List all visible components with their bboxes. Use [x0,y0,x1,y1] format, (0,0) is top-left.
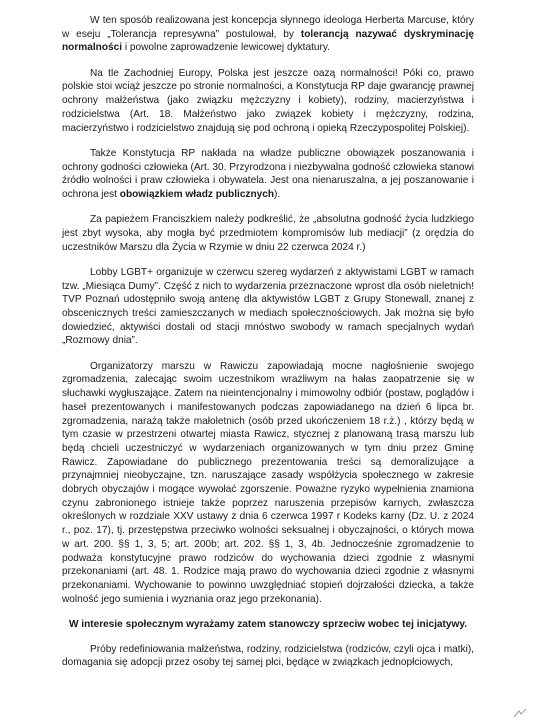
paragraph-3-text-1: Także Konstytucja RP nakłada na władze publiczne obowiązek poszanowania i ochrony godności człowieka (Art. 30. Przyrodzona i niezbywalna godność człowieka stanowi źródło wolności i praw człowieka i obywatela. Jest ona nienaruszalna, a jej poszanowanie i ochrona jest [62,147,474,200]
paragraph-1-text-1: W ten sposób realizowana jest koncepcja słynnego ideologa Herberta Marcuse, który w eseju „Tolerancja represywna” postulował, by [62,15,474,40]
paragraph-3-text-2: ). [274,188,281,200]
paragraph-1-emphasis: tolerancją nazywać dyskryminację normalności [62,28,475,54]
centered-statement-text: W interesie społecznym wyrażamy zatem stanowczy sprzeciw wobec tej inicjatywy. [68,618,468,630]
scan-corner-mark-icon [513,708,527,718]
paragraph-1-text-2: i powolne zaprowadzenie lewicowej dyktatury. [122,42,330,54]
paragraph-3 [62,147,474,202]
paragraph-1 [62,14,474,55]
paragraph-4-text: Za papieżem Franciszkiem należy podkreślić, że „absolutna godność życia ludzkiego jest zbyt wysoka, aby mogła być przedmiotem kompromisów lub mediacji” (z orędzia do uczestników Marszu dla Życia w Rzymie w dniu 22 czerwca 2024 r.) [62,214,474,253]
paragraph-8 [62,643,474,670]
paragraph-3-emphasis: obowiązkiem władz publicznych [119,188,275,200]
paragraph-4 [62,213,474,254]
document-page [62,14,474,670]
paragraph-5-text: Lobby LGBT+ organizuje w czerwcu szereg wydarzeń z aktywistami LGBT w ramach tzw. „Miesiąca Dumy”. Część z nich to wydarzenia przeznaczone wprost dla osób nieletnich! TVP Poznań udostępniło swoją antenę dla aktywistów LGBT z Grupy Stonewall, znanej z obscenicznych treści zamieszczanych w mediach społecznościowych. Jak można się było dowiedzieć, aktywiści dostali od stacji mnóstwo swobody w ramach specjalnych wydań „Rozmowy dnia”. [62,266,474,347]
paragraph-2-text: Na tle Zachodniej Europy, Polska jest jeszcze oazą normalności! Póki co, prawo polskie stoi wciąż jeszcze po stronie normalności, a Konstytucja RP daje gwarancję prawnej ochrony małżeństwa (jako związku mężczyzny i kobiety), rodziny, macierzyństwa i rodzicielstwa (Art. 18. Małżeństwo jako związek kobiety i mężczyzny, rodzina, macierzyństwo i rodzicielstwo znajdują się pod ochroną i opieką Rzeczypospolitej Polskiej). [62,67,474,134]
paragraph-6 [62,360,474,607]
paragraph-5 [62,266,474,348]
centered-statement [62,618,474,632]
paragraph-6-text: Organizatorzy marszu w Rawiczu zapowiadają mocne nagłośnienie swojego zgromadzenia, zalecając swoim uczestnikom wrażliwym na hałas zaopatrzenie się w słuchawki wygłuszające. Zatem na nieintencjonalny i mimowolny odbiór (postaw, poglądów i haseł prezentowanych i manifestowanych podczas zapowiadanego na dzień 6 lipca br. zgromadzenia, narażą także małoletnich (osób przed ukończeniem 18 r.ż.) , którzy będą w tym czasie w przestrzeni otwartej miasta Rawicz, stycznej z planowaną trasą marszu lub będą chcieli uczestniczyć w wydarzeniach organizowanych w tym dniu przez Gminę Rawicz. Zapowiadane do publicznego prezentowania treści są demoralizujące a przynajmniej nieobyczajne, tzn. naruszające zasady współżycia społecznego w zakresie dobrych obyczajów i mogące wywołać zgorszenie. Poważne ryzyko wypełnienia znamiona czynu zabronionego istnieje także poprzez naruszenia przepisów karnych, zwłaszcza określonych w rozdziale XXV ustawy z dnia 6 czerwca 1997 r Kodeks karny (Dz. U. z 2024 r., poz. 17), tj. przestępstwa przeciwko wolności seksualnej i obyczajności, o których mowa w art. 200. §§ 1, 3, 5; art. 200b; art. 202. §§ 1, 3, 4b. Jednocześnie zgromadzenie to podważa konstytucyjne prawo rodziców do wychowania dzieci zgodnie z własnymi przekonaniami (art. 48. 1. Rodzice mają prawo do wychowania dzieci zgodnie z własnymi przekonaniami. Wychowanie to powinno uwzględniać stopień dojrzałości dziecka, a także wolność jego sumienia i wyznania oraz jego przekonania). [62,360,474,605]
paragraph-2 [62,67,474,136]
paragraph-8-text: Próby redefiniowania małżeństwa, rodziny, rodzicielstwa (rodziców, czyli ojca i matki), domagania się adopcji przez osoby tej samej płci, będące w związkach jednopłciowych, [62,643,474,669]
